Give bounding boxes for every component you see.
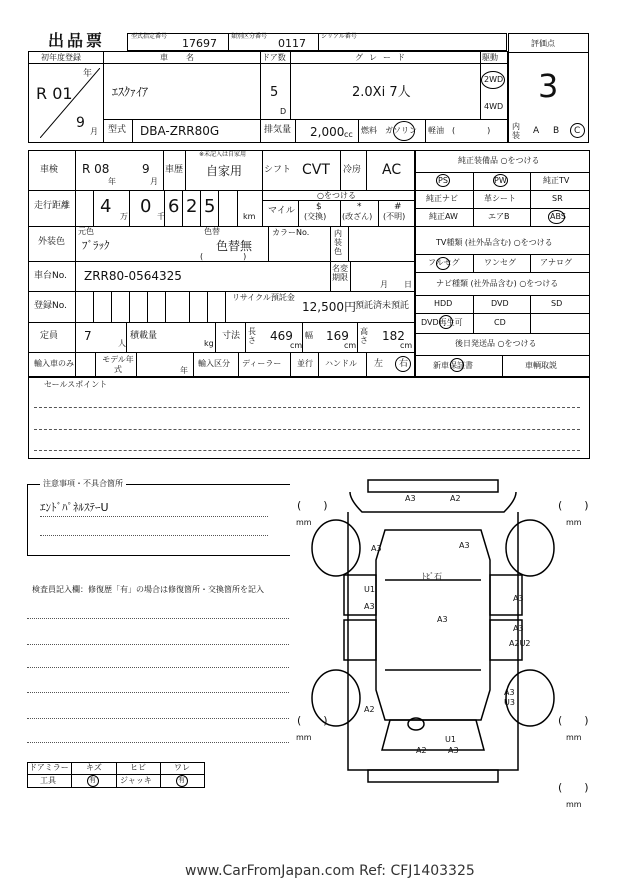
equip-leather: 革シート [484,194,516,203]
tbl-tools-circle [87,775,99,787]
parallel: 並行 [297,359,313,368]
displacement-value: 2,000 [310,125,345,139]
code-front-a3: A3 [405,494,416,503]
height-cm: cm [400,341,413,350]
interior-b: B [553,126,560,136]
category-value: 0117 [278,37,306,50]
rl-tire-mm: mm [296,733,312,742]
doors-label: ドア数 [262,53,286,62]
tbl-jack: ジャッキ [120,776,152,785]
interior-color-label: 内装色 [334,229,342,256]
sales-point-box [28,377,590,459]
code-rear-u1: U1 [445,735,456,744]
fuel-gas-circle [393,121,415,141]
code-lf-door-u1: U1 [364,585,375,594]
handle-label: ハンドル [325,359,357,368]
tbl-tools: 工具 [40,776,56,785]
model-type-label: 型式 [108,125,127,135]
interior-label: 内装 [512,122,520,140]
shaken-month-unit: 月 [150,177,158,186]
tv-analog: アナログ [540,258,572,267]
equip-ps: PS [438,176,448,185]
mileage-digit-5: 5 [204,196,216,217]
capacity-label: 定員 [40,331,59,341]
grade-value: 2.0Xi 7人 [352,85,411,100]
mileage-man: 万 [120,212,128,221]
navi-hdd: HDD [434,299,453,308]
equip-title: 純正装備品 ○をつける [458,156,540,165]
code-rr-door-a2u2: A2U2 [509,639,531,648]
width-value: 169 [326,329,349,343]
tv-oneseg: ワンセグ [484,258,516,267]
model-year-label: モデル年式 [102,355,134,374]
car-name-value: ｴｽｸｧｲｱ [112,85,149,99]
equip-airbag: エアB [488,212,510,221]
code-rr-door-a3: A3 [513,624,524,633]
dealer: ディーラー [242,359,282,368]
category-label: 類別区分番号 [231,33,268,40]
exterior-value: ﾌﾞﾗｯｸ [82,239,110,252]
load-label: 積載量 [130,331,158,341]
rl-tire-bracket: ( ) [297,714,328,727]
equip-navi: 純正ナビ [426,194,458,203]
interior-c-circle [570,123,585,138]
grade-label: グレード [355,53,411,62]
rr-tire-bracket: ( ) [558,714,589,727]
tbl-kizu: キズ [86,763,102,772]
recycle-paid: 預託済 [355,301,383,311]
mileage-digit-3: 6 [168,196,180,217]
model-cert-value: 17697 [182,37,217,50]
notes-label: 注意事項・不具合箇所 [40,480,126,488]
inspector-label: 検査員記入欄：修復歴「有」の場合は修復箇所・交換箇所を記入 [32,585,264,594]
month-value: 9 [76,115,85,131]
tv-fullseg: フルセグ [428,258,460,267]
tbl-hibi: ヒビ [130,763,146,772]
year-unit: 年 [83,69,93,79]
color-orig-label: 元色 [78,227,94,236]
score-value: 3 [538,67,559,105]
altered-sym: * [357,202,362,212]
footer-ref: www.CarFromJapan.com Ref: CFJ1403325 [185,863,475,879]
length-value: 469 [270,329,293,343]
spare-tire-mm: mm [566,800,582,809]
tv-title: TV種類 (社外品含む) ○をつける [436,238,553,247]
color-label: 色替 [204,227,220,236]
capacity-value: 7 [84,329,92,343]
name-change-label: 名変期限 [332,264,348,282]
navi-cd: CD [494,318,506,327]
code-lf-fender: A3 [371,544,382,553]
history-label: 車歴 [165,165,184,175]
length-cm: cm [290,341,303,350]
history-value: 自家用 [206,164,243,178]
tbl-ware: ワレ [174,763,190,772]
recycle-label: リサイクル預託金 [232,293,295,302]
color-no-label: カラーNo. [272,228,310,237]
code-roof: A3 [437,615,448,624]
import-class-label: 輸入区分 [198,359,230,368]
navi-dvd: DVD [491,299,509,308]
later-warranty: 新車保証書 [433,361,473,370]
car-diagram [290,470,610,810]
model-year-unit: 年 [180,366,188,375]
mileage-sen: 千 [157,212,165,221]
code-rear-a3: A3 [448,746,459,755]
score-label: 評価点 [531,39,555,48]
mileage-label: 走行距離 [34,201,71,211]
notes-box [27,484,290,556]
handle-right-circle [395,356,411,372]
car-name-label: 車名 [160,53,212,62]
navi-sd: SD [551,299,563,308]
recycle-value: 12,500円 [302,300,356,314]
fr-tire-mm: mm [566,518,582,527]
first-reg-label: 初年度登録 [41,53,81,62]
equip-pw-circle [493,174,508,187]
height-label: 高さ [360,327,368,345]
mileage-digit-4: 2 [186,196,198,217]
code-front-a2: A2 [450,494,461,503]
recolor-value: 色替無 [216,239,253,253]
equip-ps-circle [436,174,450,187]
chassis-label: 車台No. [34,271,67,281]
fl-tire-mm: mm [296,518,312,527]
model-type-value: DBA-ZRR80G [140,124,220,138]
name-change-month: 月 [380,280,388,289]
equip-pw: PW [494,176,507,185]
code-rf-door: A3 [513,594,524,603]
ac-label: 冷房 [343,165,362,175]
code-rear-a2: A2 [416,746,427,755]
tv-fullseg-circle [436,257,450,270]
load-unit: kg [204,339,214,348]
code-rr-quarter-u3: U3 [504,698,515,707]
tbl-jack-circle [176,775,188,787]
import-label: 輸入車のみ [34,359,74,368]
drive-2wd: 2WD [484,75,504,84]
fuel-bracket: ( ) [452,126,491,135]
name-change-day: 日 [404,280,412,289]
equip-abs: ABS [550,212,566,221]
mile-label: マイル [268,206,295,216]
mileage-digit-2: 0 [140,196,152,217]
equip-sr: SR [552,194,563,203]
handle-left: 左 [374,359,384,369]
era-value: R 01 [36,84,73,103]
reg-label: 登録No. [34,301,67,311]
notes-value: ｴﾝﾄﾞﾊﾟﾈﾙｽﾃｰU [40,501,109,514]
sales-point-label: セールスポイント [44,380,108,389]
doors-suffix: D [280,107,287,116]
history-note: ※未記入は自家用 [199,151,247,158]
shaken-year-unit: 年 [108,177,116,186]
navi-title: ナビ種類 (社外品含む) ○をつける [436,279,559,288]
shift-label: シフト [264,165,292,175]
displacement-label: 排気量 [264,125,292,135]
interior-c: C [574,126,581,136]
later-warranty-circle [450,358,464,372]
recolor-bracket: ( ) [200,252,247,261]
model-cert-label: 型式指定番号 [131,33,168,40]
size-label: 寸法 [222,331,241,341]
equip-abs-circle [548,210,565,224]
fl-tire-bracket: ( ) [297,499,328,512]
shaken-month: 9 [142,162,150,176]
exchanged-sym: $ [316,202,322,212]
mileage-unit: km [243,212,256,221]
equip-aw: 純正AW [429,212,458,221]
unknown-sym: # [394,202,402,212]
code-hood: A3 [459,541,470,550]
code-rr-quarter-a3: A3 [504,688,515,697]
shift-value: CVT [302,162,330,178]
exterior-label: 外装色 [38,237,66,247]
tbl-jack-have: 有 [178,776,185,784]
fr-tire-bracket: ( ) [558,499,589,512]
later-title: 後日発送品 ○をつける [455,339,537,348]
tbl-mirror: ドアミラー [29,763,69,772]
fuel-gas: ガソリン [385,126,417,135]
equip-tv: 純正TV [543,176,570,185]
shaken-value: R 08 [82,162,110,176]
handle-right: 右 [399,359,409,369]
code-lf-door-a3: A3 [364,602,375,611]
drive-4wd: 4WD [484,102,504,111]
unknown-label: (不明) [383,212,406,221]
doors-value: 5 [270,85,279,100]
shaken-label: 車検 [40,165,59,175]
serial-label: シリアル番号 [321,33,357,40]
chassis-value: ZRR80-0564325 [84,269,182,283]
tbl-tools-have: 有 [89,776,96,784]
length-label: 長さ [248,327,256,345]
rr-tire-mm: mm [566,733,582,742]
fuel-diesel: 軽油 [428,126,444,135]
form-title: 出品票 [48,31,106,50]
navi-dvd-play-circle [439,315,453,329]
code-windshield: ﾄﾋﾞ石 [422,572,442,581]
height-value: 182 [382,329,405,343]
later-manual: 車輌取説 [525,361,557,370]
circle-note: ○をつける [317,191,356,200]
capacity-unit: 人 [118,339,126,348]
interior-a: A [533,126,540,136]
navi-dvd-play: DVD再生可 [421,318,463,327]
exchanged-label: (交換) [304,212,327,221]
displacement-unit: cc [344,130,353,139]
width-cm: cm [344,341,357,350]
drive-label: 駆動 [482,53,498,62]
altered-label: (改ざん) [342,212,373,221]
recycle-unpaid: 未預託 [382,301,410,311]
month-unit: 月 [90,127,98,136]
fuel-label: 燃料 [361,126,377,135]
spare-tire-bracket: ( ) [558,781,589,794]
width-label: 幅 [305,331,313,340]
code-lr-quarter: A2 [364,705,375,714]
mileage-digit-1: 4 [100,196,112,217]
ac-value: AC [382,162,402,178]
